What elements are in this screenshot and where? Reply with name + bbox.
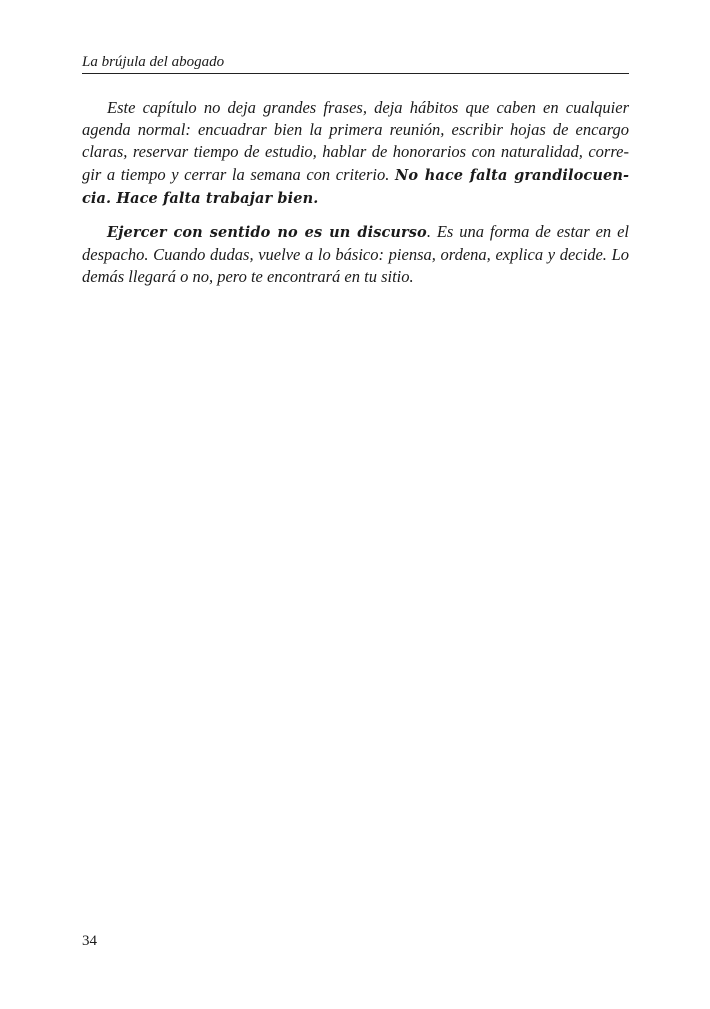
paragraph-2	[82, 221, 629, 289]
running-header	[82, 51, 629, 74]
paragraph-1-emphasis: No hace falta grandilocuencia. Hace falta trabajar bien.	[82, 166, 629, 207]
paragraph-2-emphasis: Ejercer con sentido no es un discurso	[107, 224, 427, 242]
paragraph-1-text: Este capítulo no deja grandes frases, deja hábitos que caben en cualquier agenda normal: encuadrar bien la primera reunión, escribir hojas de encargo claras, reservar tiempo de estudio, hablar de honorarios con naturalidad, corregir a tiempo y cerrar la semana con criterio.	[82, 98, 629, 184]
page-number: 34	[82, 933, 97, 949]
paragraph-2-text: . Es una forma de estar en el despacho. Cuando dudas, vuelve a lo básico: piensa, ordena, explica y decide. Lo demás llegará o no, pero te encontrará en tu sitio.	[82, 222, 629, 287]
paragraph-1	[82, 97, 629, 210]
running-title: La brújula del abogado	[82, 54, 225, 70]
body-text	[82, 97, 629, 300]
